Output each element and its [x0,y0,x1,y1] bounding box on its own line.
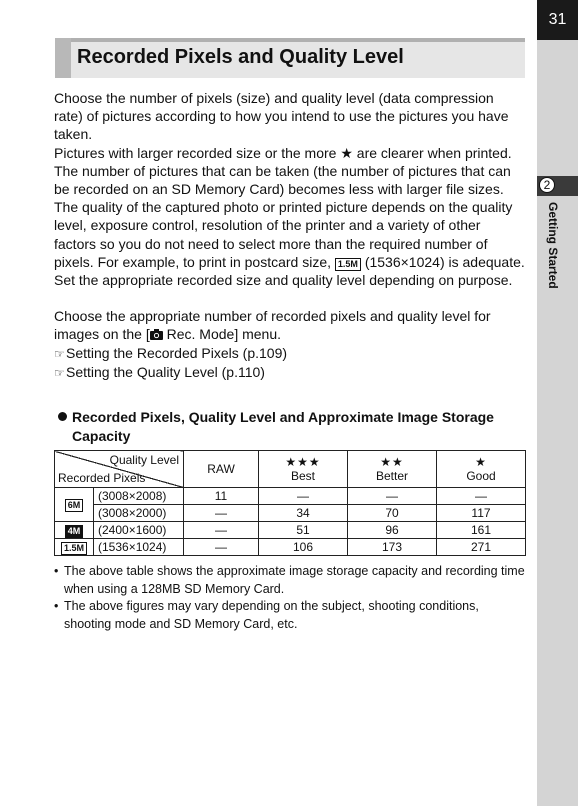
table-row [55,488,526,505]
size-1-5m-icon: 1.5M [335,258,361,271]
chapter-number: 2 [539,177,555,193]
value-cell: — [184,522,259,539]
size-4m-icon: 4M [65,525,84,538]
stars-icon: ★★ [380,454,404,469]
value-cell: — [437,488,526,505]
value-cell: 70 [348,505,437,522]
reference-icon: ☞ [54,365,65,380]
camera-icon [150,329,163,340]
page-number: 31 [537,0,578,40]
resolution-cell: (3008×2008) [94,488,184,505]
ref-quality-level-text: Setting the Quality Level (p.110) [66,363,265,380]
col-best: ★★★ Best [259,451,348,488]
value-cell: — [348,488,437,505]
side-tab-bar [537,0,578,806]
corner-quality-level: Quality Level [109,453,179,467]
value-cell: — [184,505,259,522]
corner-recorded-pixels: Recorded Pixels [58,471,146,485]
size-icon-cell [55,539,94,556]
page-title: Recorded Pixels and Quality Level [77,46,404,68]
note-item: • The above figures may vary depending on the subject, shooting conditions, shooting mode and SD Memory Card, etc. [54,598,526,633]
resolution-cell: (1536×1024) [94,539,184,556]
resolution-cell: (2400×1600) [94,522,184,539]
value-cell: 271 [437,539,526,556]
size-6m-icon: 6M [65,499,84,512]
paragraph-3-a: Choose the appropriate number of recorded pixels and quality level for images on the [ [54,308,491,343]
value-cell: 106 [259,539,348,556]
storage-capacity-table [54,450,526,556]
title-accent [55,38,71,78]
paragraph-2-main: Pictures with larger recorded size or the more ★ are clearer when printed. The number of pictures that can be taken (the number of pictures that can be recorded on an SD Memory Card) becomes less with larger file sizes. The quality of the captured photo or printed picture depends on the quality level, exposure control, resolution of the printer and a variety of other factors so you do not need to select more than the required number of pixels. For example, to print in postcard size, [54,144,513,270]
note-item: • The above table shows the approximate image storage capacity and recording time when using a 128MB SD Memory Card. [54,563,526,598]
section-heading-text: Recorded Pixels, Quality Level and Approximate Image Storage Capacity [72,409,494,444]
value-cell: 117 [437,505,526,522]
section-heading [56,408,526,445]
ref-quality-level [54,363,526,382]
col-good: ★ Good [437,451,526,488]
table-corner-cell [55,451,184,488]
resolution-cell: (3008×2000) [94,505,184,522]
value-cell: — [259,488,348,505]
value-cell: — [184,539,259,556]
value-cell: 51 [259,522,348,539]
paragraph-2 [54,144,526,290]
stars-icon: ★★★ [285,454,321,469]
size-1-5m-icon: 1.5M [61,542,87,555]
value-cell: 11 [184,488,259,505]
table-row [55,522,526,539]
value-cell: 161 [437,522,526,539]
col-better: ★★ Better [348,451,437,488]
size-icon-cell [55,488,94,522]
paragraph-2-tail: (1536×1024) is adequate. Set the appropriate recorded size and quality level depending on purpose. [54,253,525,289]
ref-recorded-pixels-text: Setting the Recorded Pixels (p.109) [66,344,288,361]
table-row [55,539,526,556]
reference-icon: ☞ [54,346,65,361]
value-cell: 96 [348,522,437,539]
table-notes [54,563,526,633]
table-row [55,505,526,522]
size-icon-cell [55,522,94,539]
paragraph-1: Choose the number of pixels (size) and quality level (data compression rate) of pictures according to how you intend to use the pictures you have taken. [54,90,509,143]
col-raw: RAW [184,451,259,488]
paragraph-3-b: Rec. Mode] menu. [162,326,282,343]
chapter-name: Getting Started [546,202,560,289]
stars-icon: ★ [475,454,487,469]
paragraph-3 [54,307,526,343]
value-cell: 34 [259,505,348,522]
bullet-icon [58,412,67,421]
ref-recorded-pixels [54,344,526,363]
body-text [54,89,526,382]
value-cell: 173 [348,539,437,556]
